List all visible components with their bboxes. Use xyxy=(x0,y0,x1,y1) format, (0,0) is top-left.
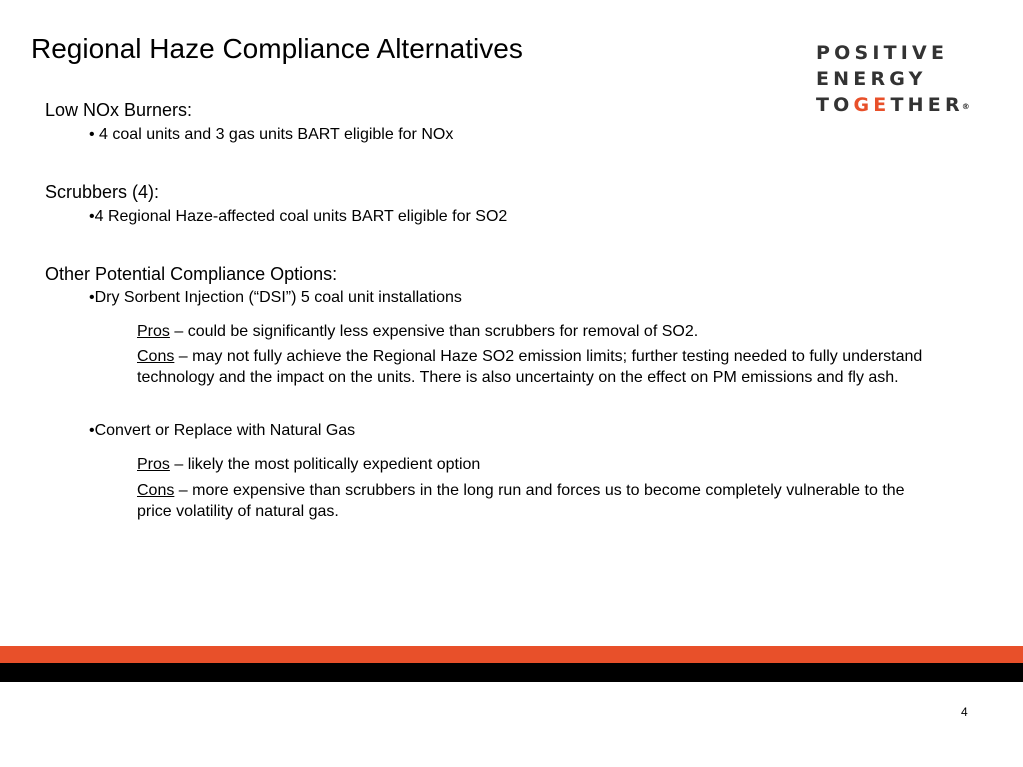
dsi-cons xyxy=(137,346,937,388)
dsi-pros-text: – could be significantly less expensive than scrubbers for removal of SO2. xyxy=(169,323,699,340)
footer-bar-black xyxy=(0,663,1023,682)
logo-together-part-1: TO xyxy=(816,94,854,116)
page-number: 4 xyxy=(961,705,968,719)
registered-mark: ® xyxy=(961,102,970,111)
section-heading-other-options: Other Potential Compliance Options: xyxy=(45,264,338,284)
logo-line-energy: ENERGY xyxy=(816,68,927,90)
section-heading-scrubbers: Scrubbers (4): xyxy=(45,182,160,202)
footer-bar-orange xyxy=(0,646,1023,663)
dsi-pros xyxy=(137,321,937,342)
bullet-low-nox: • 4 coal units and 3 gas units BART eligible for NOx xyxy=(89,126,454,143)
logo-line-together xyxy=(816,92,972,118)
logo-line-positive: POSITIVE xyxy=(816,42,949,64)
dsi-cons-label: Cons xyxy=(137,348,175,365)
slide-title: Regional Haze Compliance Alternatives xyxy=(31,33,523,64)
gas-cons-label: Cons xyxy=(137,482,175,499)
gas-pros-label: Pros xyxy=(137,456,170,473)
dsi-pros-label: Pros xyxy=(137,323,170,340)
gas-cons-text: – more expensive than scrubbers in the long run and forces us to become completely vulnerable to the price volatility of natural gas. xyxy=(137,482,905,520)
bullet-dsi: •Dry Sorbent Injection (“DSI”) 5 coal unit installations xyxy=(89,289,462,306)
bullet-scrubbers: •4 Regional Haze-affected coal units BART eligible for SO2 xyxy=(89,208,508,225)
logo-together-part-3: THER xyxy=(890,94,964,116)
company-logo xyxy=(816,40,972,118)
gas-pros-text: – likely the most politically expedient option xyxy=(169,456,481,473)
logo-together-accent: GE xyxy=(853,94,891,116)
bullet-natural-gas: •Convert or Replace with Natural Gas xyxy=(89,422,356,439)
dsi-cons-text: – may not fully achieve the Regional Haze SO2 emission limits; further testing needed to fully understand technology and the impact on the units. There is also uncertainty on the effect on PM emissions and fly ash. xyxy=(137,348,923,386)
gas-cons xyxy=(137,480,937,522)
section-heading-low-nox: Low NOx Burners: xyxy=(45,100,193,120)
gas-pros xyxy=(137,454,937,475)
